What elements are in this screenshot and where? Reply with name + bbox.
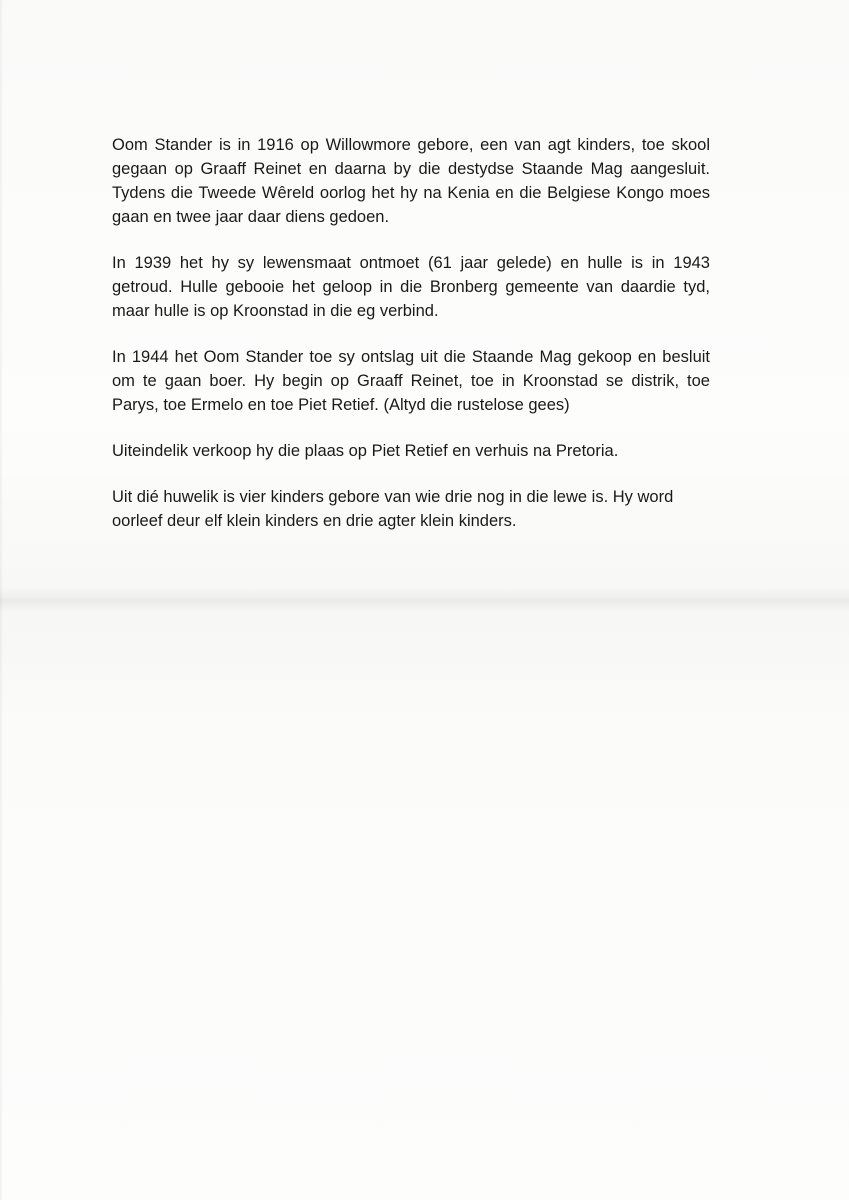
paragraph-4: Uiteindelik verkoop hy die plaas op Piet Retief en verhuis na Pretoria. [112,442,619,460]
paragraph-1: Oom Stander is in 1916 op Willowmore gebore, een van agt kinders, toe skool gegaan op Graaff Reinet en daarna by die destydse Staande Mag aangesluit. Tydens die Tweede Wêreld oorlog het hy na Kenia en die Belgiese Kongo moes gaan en twee jaar daar diens gedoen. [112,136,710,226]
paragraph-3: In 1944 het Oom Stander toe sy ontslag uit die Staande Mag gekoop en besluit om te gaan boer. Hy begin op Graaff Reinet, toe in Kroonstad se distrik, toe Parys, toe Ermelo en toe Piet Retief. (Altyd die rustelose gees) [112,348,710,414]
document-body [112,133,710,555]
paragraph-2: In 1939 het hy sy lewensmaat ontmoet (61 jaar gelede) en hulle is in 1943 getroud. Hulle gebooie het geloop in die Bronberg gemeente van daardie tyd, maar hulle is op Kroonstad in die eg verbind. [112,254,710,320]
paragraph-5: Uit dié huwelik is vier kinders gebore van wie drie nog in die lewe is. Hy word oorleef deur elf klein kinders en drie agter klein kinders. [112,488,674,530]
paper-fold-line [0,586,849,612]
